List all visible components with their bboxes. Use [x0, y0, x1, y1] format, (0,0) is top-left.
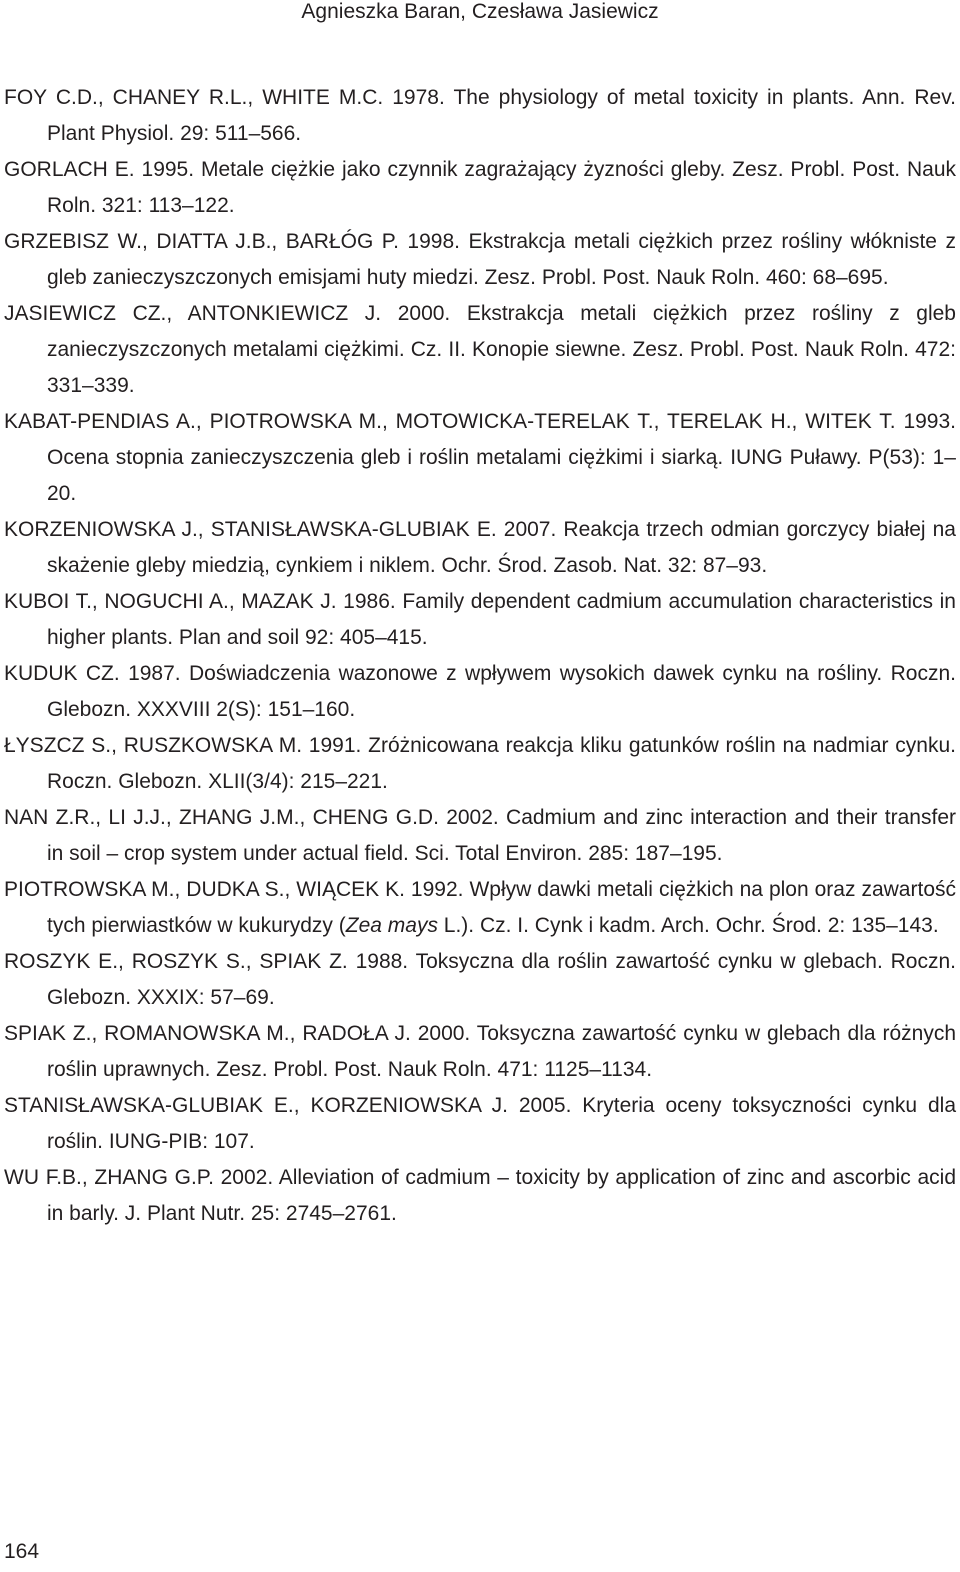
species-name-italic: Zea mays	[345, 914, 438, 937]
reference-entry	[4, 872, 956, 944]
reference-text-part: PIOTROWSKA M., DUDKA S., WIĄCEK K. 1992. Wpływ dawki metali ciężkich na plon oraz zawartość tych pierwiastków w kukurydzy (	[4, 878, 956, 937]
reference-entry: FOY C.D., CHANEY R.L., WHITE M.C. 1978. The physiology of metal toxicity in plants. Ann. Rev. Plant Physiol. 29: 511–566.	[4, 86, 956, 145]
reference-entry: KABAT-PENDIAS A., PIOTROWSKA M., MOTOWICKA-TERELAK T., TERELAK H., WITEK T. 1993. Ocena stopnia zanieczyszczenia gleb i roślin metalami ciężkimi i siarką. IUNG Puławy. P(53): 1–20.	[4, 410, 956, 505]
reference-text-part: L.). Cz. I. Cynk i kadm. Arch. Ochr. Środ. 2: 135–143.	[437, 914, 939, 937]
reference-entry: SPIAK Z., ROMANOWSKA M., RADOŁA J. 2000. Toksyczna zawartość cynku w glebach dla różnych roślin uprawnych. Zesz. Probl. Post. Nauk Roln. 471: 1125–1134.	[4, 1022, 956, 1081]
reference-entry: JASIEWICZ CZ., ANTONKIEWICZ J. 2000. Ekstrakcja metali ciężkich przez rośliny z gleb zanieczyszczonych metalami ciężkimi. Cz. II. Konopie siewne. Zesz. Probl. Post. Nauk Roln. 472: 331–339.	[4, 302, 956, 397]
reference-entry: GRZEBISZ W., DIATTA J.B., BARŁÓG P. 1998. Ekstrakcja metali ciężkich przez rośliny włókniste z gleb zanieczyszczonych emisjami huty miedzi. Zesz. Probl. Post. Nauk Roln. 460: 68–695.	[4, 230, 956, 289]
reference-entry: GORLACH E. 1995. Metale ciężkie jako czynnik zagrażający żyzności gleby. Zesz. Probl. Post. Nauk Roln. 321: 113–122.	[4, 158, 956, 217]
reference-entry: KUBOI T., NOGUCHI A., MAZAK J. 1986. Family dependent cadmium accumulation characteristics in higher plants. Plan and soil 92: 405–415.	[4, 590, 956, 649]
reference-entry: KORZENIOWSKA J., STANISŁAWSKA-GLUBIAK E. 2007. Reakcja trzech odmian gorczycy białej na skażenie gleby miedzią, cynkiem i niklem. Ochr. Środ. Zasob. Nat. 32: 87–93.	[4, 518, 956, 577]
reference-entry: NAN Z.R., LI J.J., ZHANG J.M., CHENG G.D. 2002. Cadmium and zinc interaction and their transfer in soil – crop system under actual field. Sci. Total Environ. 285: 187–195.	[4, 806, 956, 865]
reference-entry: ROSZYK E., ROSZYK S., SPIAK Z. 1988. Toksyczna dla roślin zawartość cynku w glebach. Roczn. Glebozn. XXXIX: 57–69.	[4, 950, 956, 1009]
page-number: 164	[4, 1540, 40, 1563]
running-header: Agnieszka Baran, Czesława Jasiewicz	[301, 0, 659, 23]
reference-entry: WU F.B., ZHANG G.P. 2002. Alleviation of cadmium – toxicity by application of zinc and ascorbic acid in barly. J. Plant Nutr. 25: 2745–2761.	[4, 1166, 956, 1225]
reference-entry: KUDUK CZ. 1987. Doświadczenia wazonowe z wpływem wysokich dawek cynku na rośliny. Roczn. Glebozn. XXXVIII 2(S): 151–160.	[4, 662, 956, 721]
reference-list	[4, 80, 956, 1232]
reference-entry: STANISŁAWSKA-GLUBIAK E., KORZENIOWSKA J. 2005. Kryteria oceny toksyczności cynku dla roślin. IUNG-PIB: 107.	[4, 1094, 956, 1153]
reference-entry: ŁYSZCZ S., RUSZKOWSKA M. 1991. Zróżnicowana reakcja kliku gatunków roślin na nadmiar cynku. Roczn. Glebozn. XLII(3/4): 215–221.	[4, 734, 956, 793]
